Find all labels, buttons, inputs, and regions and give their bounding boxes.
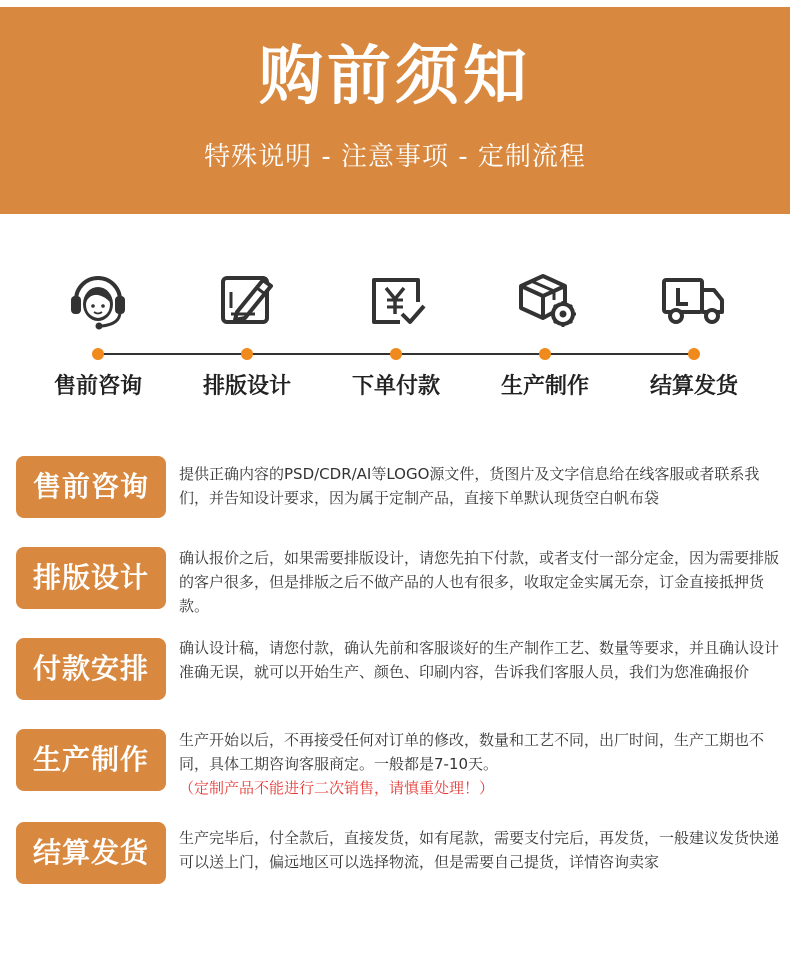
detail-badge-payment: 付款安排: [16, 638, 166, 700]
step-label-production: 生产制作: [500, 374, 589, 399]
detail-warning-note: （定制产品不能进行二次销售，请慎重处理！）: [179, 779, 495, 797]
step-label-consult: 售前咨询: [53, 374, 142, 399]
detail-text-payment: [179, 636, 779, 684]
detail-body: 生产开始以后，不再接受任何对订单的修改，数量和工艺不同，出厂时间，生产工期也不同，具体工期咨询客服商定。一般都是7-10天。: [179, 731, 765, 773]
customer-service-headset-icon: [66, 268, 130, 332]
timeline-dot: [688, 348, 700, 360]
detail-text-consult: [179, 462, 779, 510]
step-label-design: 排版设计: [202, 374, 291, 399]
production-box-gear-icon: [513, 268, 577, 332]
detail-text-delivery: [179, 826, 779, 874]
payment-yen-icon: [364, 268, 428, 332]
detail-badge-design: 排版设计: [16, 547, 166, 609]
detail-text-design: [179, 546, 779, 618]
delivery-truck-icon: [662, 268, 726, 332]
detail-body: 生产完毕后，付全款后，直接发货，如有尾款，需要支付完后，再发货，一般建议发货快递可以送上门，偏远地区可以选择物流，但是需要自己提货，详情咨询卖家: [179, 829, 780, 871]
detail-body: 确认报价之后，如果需要排版设计，请您先拍下付款，或者支付一部分定金，因为需要排版的客户很多，但是排版之后不做产品的人也有很多，收取定金实属无奈，订金直接抵押货款。: [179, 549, 780, 615]
detail-body: 提供正确内容的PSD/CDR/AI等LOGO源文件，货图片及文字信息给在线客服或者联系我们，并告知设计要求，因为属于定制产品，直接下单默认现货空白帆布袋: [179, 465, 760, 507]
step-label-order: 下单付款: [351, 374, 440, 399]
timeline-dot: [390, 348, 402, 360]
detail-body: 确认设计稿，请您付款，确认先前和客服谈好的生产制作工艺、数量等要求，并且确认设计准确无误，就可以开始生产、颜色、印刷内容，告诉我们客服人员，我们为您准确报价: [179, 639, 780, 681]
timeline-dot: [539, 348, 551, 360]
detail-badge-production: 生产制作: [16, 729, 166, 791]
step-label-delivery: 结算发货: [649, 374, 738, 399]
edit-design-icon: [215, 268, 279, 332]
detail-text-production: [179, 728, 779, 800]
timeline-dot: [241, 348, 253, 360]
detail-badge-consult: 售前咨询: [16, 456, 166, 518]
timeline-dot: [92, 348, 104, 360]
header-banner: [0, 7, 790, 214]
detail-badge-delivery: 结算发货: [16, 822, 166, 884]
page-title: 购前须知: [259, 40, 531, 114]
page-subtitle: 特殊说明 - 注意事项 - 定制流程: [204, 142, 586, 172]
